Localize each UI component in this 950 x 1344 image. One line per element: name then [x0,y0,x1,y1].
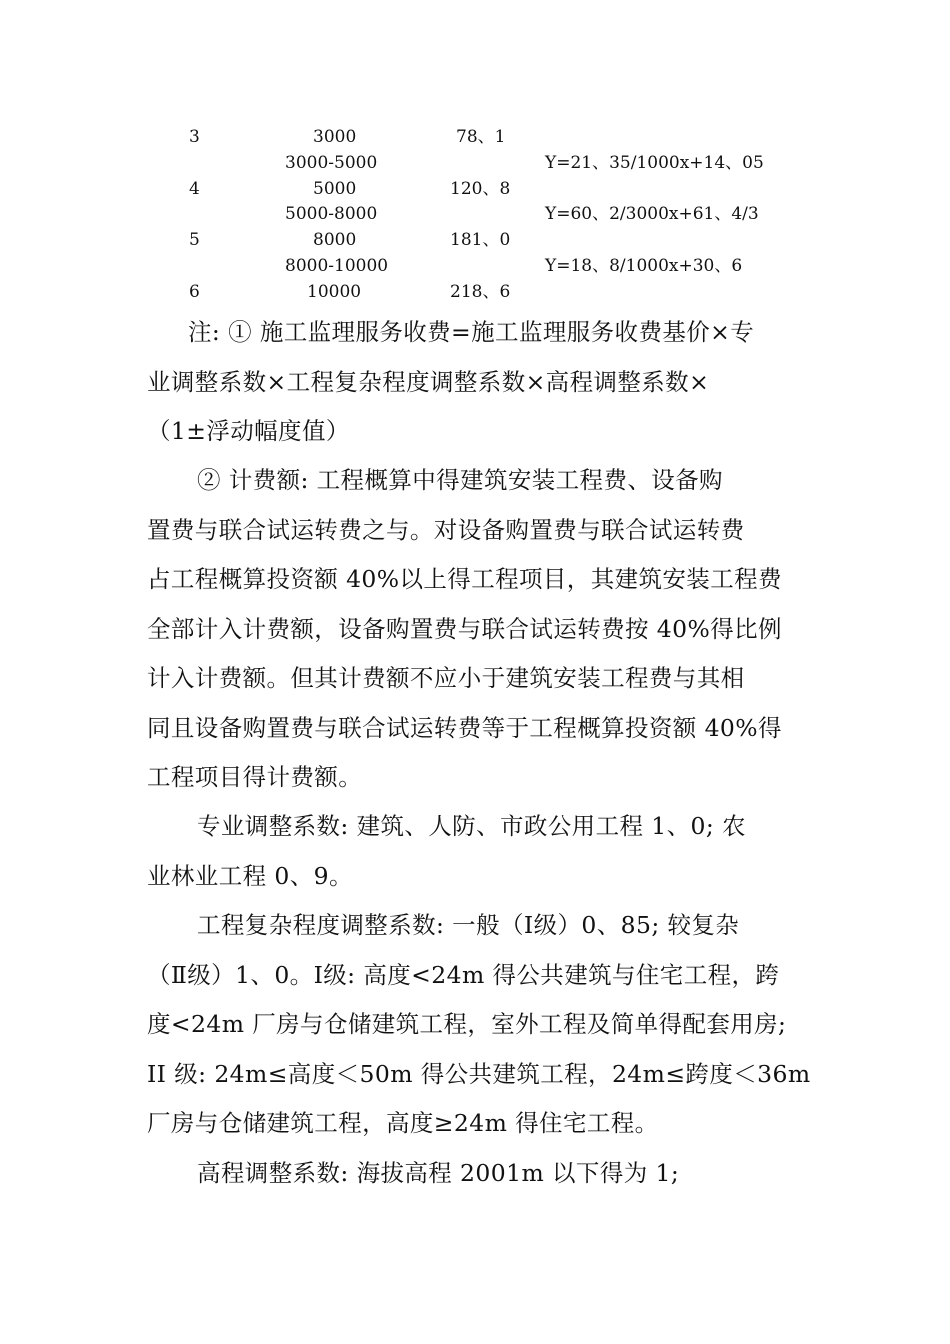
text-line: 度<24m 厂房与仓储建筑工程，室外工程及简单得配套用房; [147,1010,787,1038]
base-fee-cell: 120、8 [450,179,511,199]
text-line: 注: ① 施工监理服务收费=施工监理服务收费基价×专 [188,318,755,346]
formula-cell: Y=18、8/1000x+30、6 [545,256,743,276]
grade-cell: 4 [189,179,200,199]
amount-cell: 10000 [307,282,362,302]
text-line: ② 计费额: 工程概算中得建筑安装工程费、设备购 [197,466,723,494]
amount-cell: 5000-8000 [285,204,378,224]
text-line: （Ⅱ级）1、0。Ⅰ级: 高度<24m 得公共建筑与住宅工程，跨 [147,960,780,989]
grade-cell: 3 [189,127,200,147]
note-complexity-coefficient [147,901,811,1149]
text-line: 全部计入计费额，设备购置费与联合试运转费按 40%得比例 [147,614,782,643]
amount-cell: 8000 [313,230,357,250]
note-fee-basis [147,456,807,803]
text-line: 同且设备购置费与联合试运转费等于工程概算投资额 40%得 [147,713,782,742]
text-line: 工程项目得计费额。 [147,763,363,791]
amount-cell: 5000 [313,179,357,199]
note-fee-formula [147,308,807,457]
text-line: 占工程概算投资额 40%以上得工程项目，其建筑安装工程费 [147,565,782,593]
note-elevation-coefficient [147,1149,807,1199]
text-line: II 级: 24m≤高度＜50m 得公共建筑工程，24m≤跨度＜36m [147,1059,811,1088]
amount-cell: 3000-5000 [285,153,378,173]
base-fee-cell: 78、1 [456,127,506,147]
grade-cell: 5 [189,230,200,250]
text-line: 置费与联合试运转费之与。对设备购置费与联合试运转费 [147,515,745,544]
base-fee-cell: 181、0 [450,230,511,250]
text-line: 专业调整系数: 建筑、人防、市政公用工程 1、0; 农 [197,812,746,840]
text-line: 工程复杂程度调整系数: 一般（Ⅰ级）0、85; 较复杂 [197,911,740,939]
base-fee-cell: 218、6 [450,282,511,302]
text-line: 业林业工程 0、9。 [147,861,353,890]
text-line: 计入计费额。但其计费额不应小于建筑安装工程费与其相 [147,664,745,692]
grade-cell: 6 [189,282,200,302]
text-line: 高程调整系数: 海拔高程 2001m 以下得为 1; [197,1159,680,1187]
text-line: 厂房与仓储建筑工程，高度≥24m 得住宅工程。 [147,1109,659,1137]
formula-cell: Y=21、35/1000x+14、05 [545,153,764,173]
amount-cell: 8000-10000 [285,256,389,276]
formula-cell: Y=60、2/3000x+61、4/3 [545,204,759,224]
text-line: （1±浮动幅度值） [147,417,350,445]
amount-cell: 3000 [313,127,357,147]
note-professional-coefficient [147,802,807,901]
text-line: 业调整系数×工程复杂程度调整系数×高程调整系数× [147,367,710,396]
